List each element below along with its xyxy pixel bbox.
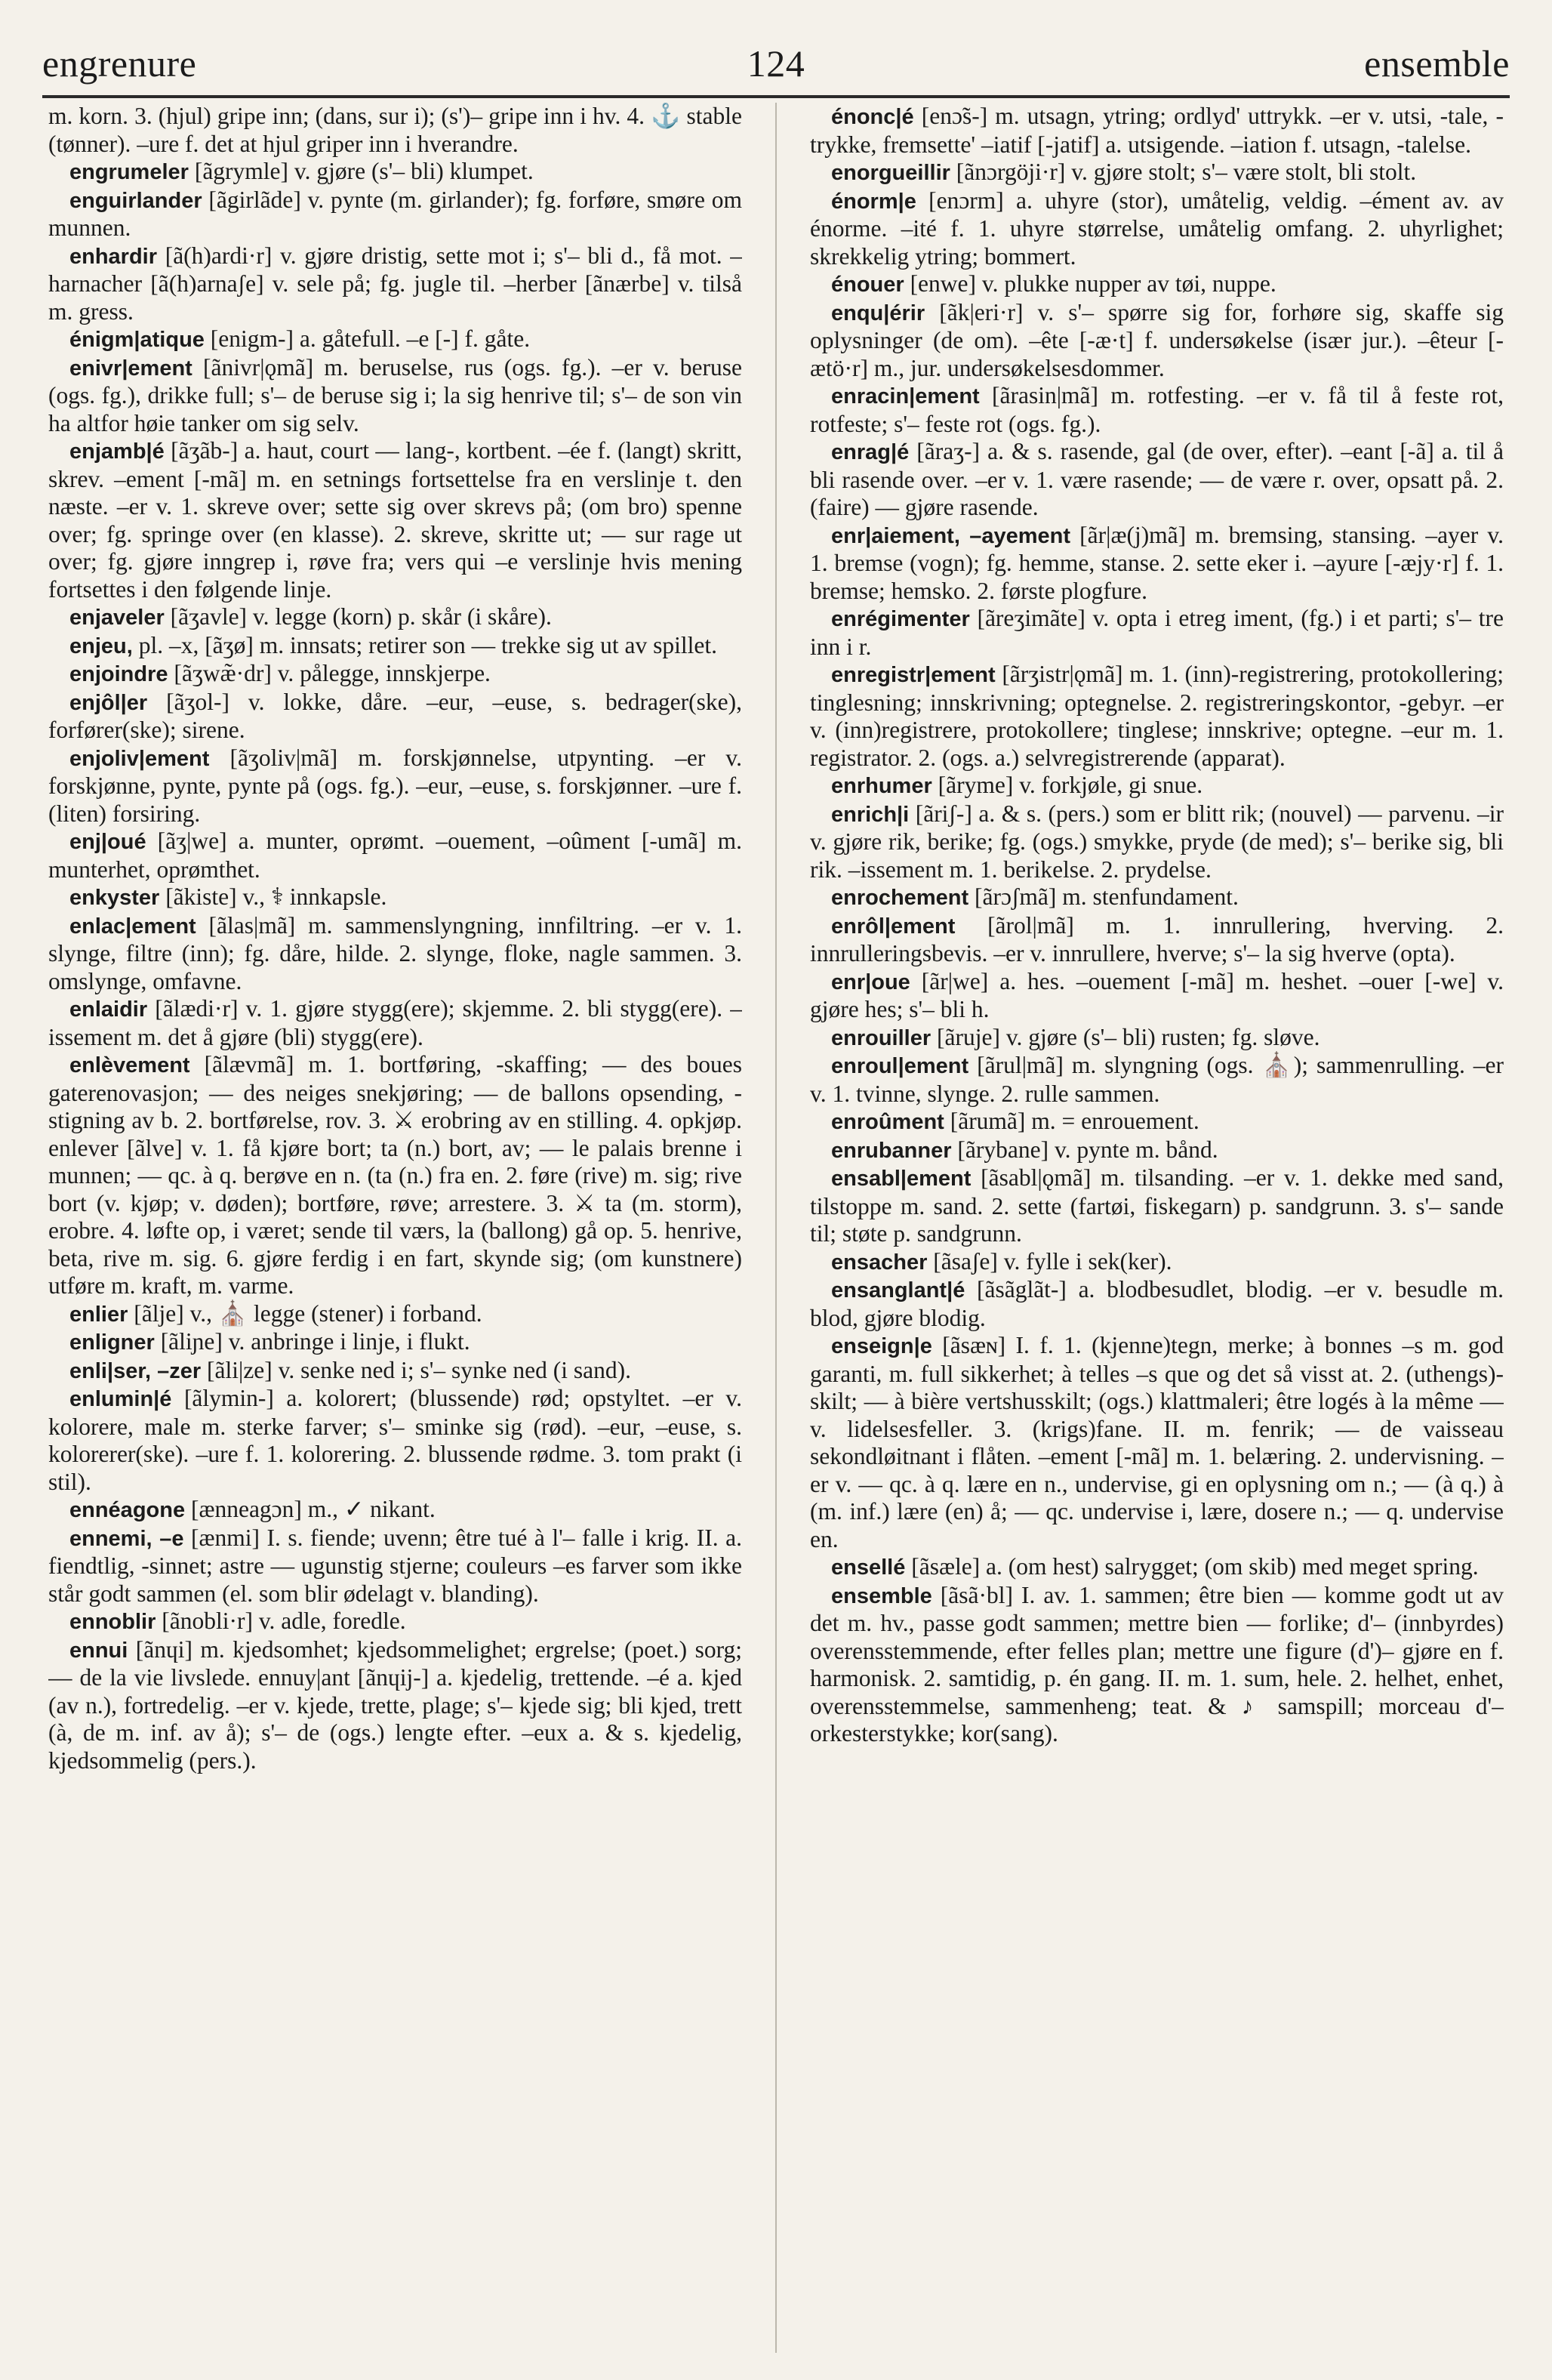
dictionary-entry — [810, 912, 1504, 968]
dictionary-entry — [810, 1052, 1504, 1108]
entry-headword: ennéagone — [69, 1498, 186, 1522]
dictionary-entry — [48, 1357, 742, 1386]
entry-text: [ãgrymle] v. gjøre (s'– bli) klumpet. — [188, 158, 534, 184]
dictionary-entry — [48, 1524, 742, 1608]
dictionary-entry — [810, 103, 1504, 159]
dictionary-entry — [810, 800, 1504, 884]
entry-text: [ãʒ|we] a. munter, oprømt. –ouement, –oûment [-umã] m. munterhet, oprømthet. — [48, 828, 742, 883]
entry-headword: enroûment — [831, 1110, 944, 1134]
entry-headword: enrhumer — [831, 774, 932, 798]
entry-headword: enjamb|é — [69, 439, 165, 464]
entry-headword: enlac|ement — [69, 914, 196, 939]
entry-headword: ennoblir — [69, 1610, 156, 1634]
entry-headword: enjôl|er — [69, 690, 148, 715]
dictionary-entry — [48, 1300, 742, 1329]
entry-text: [ãraʒ-] a. & s. rasende, gal (de over, efter). –eant [-ã] a. til å bli rasende over. –er v. 1. være rasende; — de være r. over, opsatt på. 2. (faire) — gjøre rasende. — [810, 438, 1504, 520]
dictionary-entry — [48, 912, 742, 996]
entry-text: [ãruje] v. gjøre (s'– bli) rusten; fg. sløve. — [931, 1023, 1320, 1050]
entry-headword: enorgueillir — [831, 161, 950, 185]
dictionary-entry — [810, 1024, 1504, 1053]
entry-headword: enregistr|ement — [831, 663, 996, 687]
dictionary-entry — [48, 1608, 742, 1636]
entry-headword: enjeu, — [69, 634, 133, 658]
dictionary-entry — [48, 828, 742, 883]
entry-headword: enlumin|é — [69, 1387, 172, 1411]
entry-text: [ãrul|mã] m. slyngning (ogs. ⛪); sammenrulling. –er v. 1. tvinne, slynge. 2. rulle sammen. — [810, 1052, 1504, 1107]
entry-headword: énigm|atique — [69, 328, 205, 352]
dictionary-entry — [810, 270, 1504, 299]
dictionary-entry — [48, 1496, 742, 1524]
dictionary-entry — [810, 382, 1504, 438]
entry-text: [enwe] v. plukke nupper av tøi, nuppe. — [904, 270, 1276, 297]
dictionary-entry — [810, 438, 1504, 522]
left-running-head: engrenure — [42, 42, 197, 85]
dictionary-entry — [810, 187, 1504, 271]
entry-headword: enrochement — [831, 886, 969, 910]
dictionary-entry — [810, 159, 1504, 187]
entry-headword: enrouiller — [831, 1025, 932, 1050]
dictionary-entry — [810, 661, 1504, 772]
entry-headword: ensemble — [831, 1583, 932, 1608]
entry-text: [ãlas|mã] m. sammenslyngning, innfiltring. –er v. 1. slynge, filtre (inn); fg. dåre, hilde. 2. slynge, floke, nagle sammen. 3. omslynge, omfavne. — [48, 911, 742, 994]
entry-headword: ensanglant|é — [831, 1278, 965, 1303]
entry-text: [ãrol|mã] m. 1. innrullering, hverving. 2. innrulleringsbevis. –er v. innrullere, hverve; s'– la sig hverve (opta). — [810, 911, 1504, 966]
entry-text: [ãnɔrgöji·r] v. gjøre stolt; s'– være stolt, bli stolt. — [950, 159, 1417, 185]
dictionary-entry — [48, 632, 742, 661]
entry-headword: enrôl|ement — [831, 914, 956, 939]
entry-text: [ænneagɔn] m., ✓ nikant. — [185, 1496, 436, 1522]
entry-headword: enguirlander — [69, 188, 202, 213]
dictionary-entry — [48, 242, 742, 326]
dictionary-entry — [810, 522, 1504, 606]
entry-headword: enjaveler — [69, 606, 165, 630]
entry-text: [ãliɲe] v. anbringe i linje, i flukt. — [154, 1328, 470, 1355]
entry-text: [ãrumã] m. = enrouement. — [944, 1108, 1199, 1134]
entry-text: [enɔrm] a. uhyre (stor), umåtelig, veldig. –ément av. av énorme. –ité f. 1. uhyre størrelse, umåtelig omfang. 2. uhyrlighet; skrekkelig ytring; bommert. — [810, 187, 1504, 270]
entry-headword: enli|ser, –zer — [69, 1358, 202, 1383]
dictionary-entry — [48, 187, 742, 242]
entry-text: [ã(h)ardi·r] v. gjøre dristig, sette mot i; s'– bli d., få mot. –harnacher [ã(h)arnaʃe] v. sele på; fg. jugle til. –herber [ãnærbe] v. tilså m. gress. — [48, 242, 742, 325]
dictionary-entry — [48, 437, 742, 603]
entry-text: pl. –x, [ãʒø] m. innsats; retirer son — trekke sig ut av spillet. — [132, 631, 718, 658]
entry-text: [ãreʒimãte] v. opta i etreg iment, (fg.) i et parti; s'– tre inn i r. — [810, 605, 1504, 660]
dictionary-entry — [810, 1332, 1504, 1553]
entry-text: [ãʒãb-] a. haut, court — lang-, kortbent. –ée f. (langt) skritt, skrev. –ement [-mã] m. en setnings fortsettelse fra en verslinje t. den næste. –er v. 1. skreve over; sette sig over skrevs på; (om bro) spenne over; fg. springe over (en klasse). 2. skreve, skritte ut; — sur rage ut over; fg. gjøre inngrep i, røve fra; vers qui –e verslinje hvis mening fortsettes i den følgende linje. — [48, 437, 742, 603]
dictionary-entry — [810, 968, 1504, 1024]
dictionary-entry — [810, 605, 1504, 661]
right-running-head: ensemble — [1364, 42, 1510, 85]
dictionary-entry — [810, 299, 1504, 383]
entry-headword: enjoindre — [69, 662, 168, 686]
entry-headword: énonc|é — [831, 105, 914, 129]
entry-text: [ãʒavle] v. legge (korn) p. skår (i skåre). — [164, 603, 552, 630]
entry-text: [ãsæɴ] I. f. 1. (kjenne)tegn, merke; à bonnes –s m. god garanti, m. full sikkerhet; à telles –s que og det så visst at. 2. (uthengs)-skilt; — à bière vertshusskilt; (ogs.) klattmaleri; être logés à la même — v. lidelsesfeller. 3. (krigs)fane. II. m. fenrik; — de vaisseau sekondløitnant i flåten. –ement [-mã] m. 1. belæring. 2. undervisning. –er v. — qc. à q. lære en n., undervise, gi en oplysning om n.; — (à q.) à (m. inf.) lære (en) å; — qc. undervise i, lære, dosere n.; — q. undervise en. — [810, 1332, 1504, 1552]
entry-text: [ãʒwæ̃·dr] v. pålegge, innskjerpe. — [168, 660, 491, 686]
entry-headword: enrag|é — [831, 440, 910, 464]
entry-text: [ãsabl|ǫmã] m. tilsanding. –er v. 1. dekke med sand, tilstoppe m. sand. 2. sette (fartøi, fiskegarn) p. sandgrunn. 3. s'– sande til; støte p. sandgrunn. — [810, 1164, 1504, 1247]
entry-headword: enroul|ement — [831, 1054, 969, 1078]
entry-headword: enligner — [69, 1330, 155, 1355]
entry-headword: énouer — [831, 273, 904, 297]
entry-text: [ãʒol-] v. lokke, dåre. –eur, –euse, s. bedrager(ske), forfører(ske); sirene. — [48, 688, 742, 743]
dictionary-entry — [48, 325, 742, 354]
entry-headword: enlèvement — [69, 1053, 190, 1077]
dictionary-entry — [810, 1108, 1504, 1136]
dictionary-entry — [810, 1164, 1504, 1248]
entry-text: [ãkiste] v., ⚕ innkapsle. — [159, 883, 387, 910]
entry-text: [ãlje] v., ⛪ legge (stener) i forband. — [128, 1299, 482, 1327]
page-number: 124 — [747, 42, 805, 85]
dictionary-entry — [48, 1385, 742, 1496]
entry-text: [ãryme] v. forkjøle, gi snue. — [932, 772, 1203, 798]
dictionary-entry — [810, 1553, 1504, 1582]
dictionary-entry — [48, 883, 742, 912]
entry-headword: ensacher — [831, 1250, 928, 1275]
entry-text: [ãr|æ(j)mã] m. bremsing, stansing. –ayer v. 1. bremse (vogn); fg. hemme, stanse. 2. sette eker i. –ayure [-æjy·r] f. 1. bremse; hemsko. 2. første plogfure. — [810, 521, 1504, 604]
entry-text: [ãsæle] a. (om hest) salrygget; (om skib) med meget spring. — [905, 1553, 1479, 1580]
dictionary-entry — [48, 995, 742, 1051]
entry-headword: enlier — [69, 1302, 128, 1327]
entry-headword: énorm|e — [831, 189, 916, 214]
dictionary-entry — [810, 883, 1504, 912]
entry-text: [ãk|eri·r] v. s'– spørre sig for, forhøre sig, skaffe sig oplysninger (de om). –ête [-æ·t] f. undersøkelse (især jur.). –êteur [-ætö·r] m., jur. undersøkelsesdommer. — [810, 298, 1504, 381]
entry-text: [ãsãglãt-] a. blodbesudlet, blodig. –er v. besudle m. blod, gjøre blodig. — [810, 1276, 1504, 1331]
dictionary-entry — [48, 603, 742, 632]
entry-headword: enivr|ement — [69, 356, 192, 381]
entry-text: m. korn. 3. (hjul) gripe inn; (dans, sur i); (s')– gripe inn i hv. 4. ⚓ stable (tønner). –ure f. det at hjul griper inn i hverandre. — [48, 103, 742, 157]
entry-text: [enɔ̃s-] m. utsagn, ytring; ordlyd' uttrykk. –er v. utsi, -tale, -trykke, fremsette' –iatif [-jatif] a. utsigende. –iation f. utsagn, -talelse. — [810, 103, 1504, 158]
entry-headword: engrumeler — [69, 160, 189, 184]
entry-text: [ãnobli·r] v. adle, foredle. — [156, 1608, 406, 1634]
entry-text: [ãlædi·r] v. 1. gjøre stygg(ere); skjemme. 2. bli stygg(ere). –issement m. det å gjøre (bli) stygg(ere). — [48, 995, 742, 1050]
dictionary-entry — [810, 1276, 1504, 1332]
header-rule — [42, 95, 1510, 98]
entry-headword: ensellé — [831, 1555, 906, 1580]
dictionary-entry — [48, 689, 742, 745]
entry-text: [ãgirlãde] v. pynte (m. girlander); fg. forføre, smøre om munnen. — [48, 186, 742, 241]
dictionary-entry — [48, 354, 742, 438]
entry-text: [ãsã·bl] I. av. 1. sammen; être bien — komme godt ut av det m. hv., passe godt sammen; mettre bien — forlike; d'– (innbyrdes) overensstemmende, efter felles plan; mettre une figure (d')– gjøre en f. harmonisk. 2. samtidig, p. én gang. II. m. 1. sum, hele. 2. helhet, enhet, overensstemmelse, sammenheng; teat. & ♪ samspill; morceau d'– orkesterstykke; kor(sang). — [810, 1581, 1504, 1746]
entry-headword: enracin|ement — [831, 384, 980, 408]
entry-headword: enr|oue — [831, 970, 910, 994]
dictionary-body — [48, 103, 1504, 2353]
entry-headword: enhardir — [69, 244, 158, 269]
entry-headword: enrubanner — [831, 1138, 952, 1163]
entry-headword: ennemi, –e — [69, 1526, 184, 1551]
dictionary-entry — [810, 1136, 1504, 1165]
entry-headword: enqu|érir — [831, 301, 925, 325]
dictionary-entry — [810, 1582, 1504, 1748]
entry-headword: ensabl|ement — [831, 1167, 972, 1191]
entry-text: [ãrɔʃmã] m. stenfundament. — [968, 883, 1239, 910]
entry-headword: enrich|i — [831, 802, 910, 827]
entry-text: [ãli|ze] v. senke ned i; s'– synke ned (i sand). — [201, 1356, 631, 1383]
entry-headword: enj|oué — [69, 830, 146, 854]
entry-text: [ãrasin|mã] m. rotfesting. –er v. få til å feste rot, rotfeste; s'– feste rot (ogs. fg.). — [810, 382, 1504, 437]
left-column — [48, 103, 742, 2353]
entry-headword: enseign|e — [831, 1334, 932, 1358]
entry-headword: ennui — [69, 1638, 128, 1663]
entry-text: [ãriʃ-] a. & s. (pers.) som er blitt rik; (nouvel) — parvenu. –ir v. gjøre rik, berike; fg. (ogs.) smykke, pryde (de med); s'– berike sig, bli rik. –issement m. 1. berikelse. 2. prydelse. — [810, 800, 1504, 883]
entry-text: [ãnivr|ǫmã] m. beruselse, rus (ogs. fg.). –er v. beruse (ogs. fg.), drikke full; s'– de beruse sig i; la sig henrive til; s'– de son vin ha altfor høie tanker om sig selv. — [48, 353, 742, 436]
entry-headword: enlaidir — [69, 997, 148, 1022]
entry-headword: enkyster — [69, 886, 160, 910]
column-divider — [775, 103, 777, 2353]
dictionary-entry — [810, 772, 1504, 800]
entry-text: [ãsaʃe] v. fylle i sek(ker). — [927, 1247, 1172, 1275]
entry-text: [ænmi] I. s. fiende; uvenn; être tué à l'– falle i krig. II. a. fiendtlig, -sinnet; astre — ugunstig stjerne; couleurs –es farver som ikke står godt sammen (el. som blir ødelagt v. blanding). — [48, 1524, 742, 1607]
right-column — [810, 103, 1504, 2353]
dictionary-entry — [48, 660, 742, 689]
entry-text: [ãlævmã] m. 1. bortføring, -skaffing; — des boues gaterenovasjon; — des neiges snekjøring; — de ballons opsending, -stigning av b. 2. bortførelse, rov. 3. ⚔ erobring av en stilling. 4. opkjøp. enlever [ãlve] v. 1. få kjøre bort; ta (n.) bort, av; — le palais brenne i munnen; — qc. à q. berøve en n. (ta (n.) fra en. 2. føre (rive) m. sig; rive bort (v. kjøp; v. døden); bortføre, røve; arrestere. 3. ⚔ ta (m. storm), erobre. 4. løfte op, i været; sende til værs, la (ballong) gå op. 5. henrive, beta, rive m. sig. 6. gjøre ferdig i en fart, skynde sig; (om kunstnere) utføre m. kraft, m. varme. — [48, 1051, 742, 1299]
entry-text: [ãrybane] v. pynte m. bånd. — [951, 1136, 1218, 1163]
entry-text: [ãrʒistr|ǫmã] m. 1. (inn)-registrering, protokollering; tinglesning; innskrivning; optegnelse. 2. registreringskontor, -gebyr. –er v. (inn)registrere, protokollere; tinglese; innskrive; optegne. –eur m. 1. registrator. 2. (ogs. a.) selvregistrerende (apparat). — [810, 661, 1504, 771]
entry-text: [ãnɥi] m. kjedsomhet; kjedsommelighet; ergrelse; (poet.) sorg; — de la vie livslede. ennuy|ant [ãnɥij-] a. kjedelig, trettende. –é a. kjed (av n.), fortredelig. –er v. kjede, trette, plage; s'– kjede sig; bli kjed, trett (à, de m. inf. av å); s'– de (ogs.) lengte efter. –eux a. & s. kjedelig, kjedsommelig (pers.). — [48, 1635, 742, 1774]
entry-headword: enrégimenter — [831, 607, 970, 631]
entry-text: [ãʒoliv|mã] m. forskjønnelse, utpynting. –er v. forskjønne, pynte, pynte på (ogs. fg.). –eur, –euse, s. forskjønner. –ure f. (liten) forsiring. — [48, 744, 742, 827]
entry-text: [ãr|we] a. hes. –ouement [-mã] m. heshet. –ouer [-we] v. gjøre hes; s'– bli h. — [810, 967, 1504, 1022]
dictionary-entry — [48, 745, 742, 828]
dictionary-entry — [48, 1328, 742, 1357]
page-header — [42, 33, 1510, 94]
dictionary-entry — [48, 103, 742, 158]
dictionary-entry — [810, 1248, 1504, 1277]
entry-text: [ãlymin-] a. kolorert; (blussende) rød; opstyltet. –er v. kolorere, male m. sterke farver; s'– sminke sig (rød). –eur, –euse, s. kolorerer(ske). –ure f. 1. kolorering. 2. blussende rødme. 3. tom prakt (i stil). — [48, 1385, 742, 1495]
entry-headword: enr|aiement, –ayement — [831, 523, 1071, 548]
dictionary-entry — [48, 1051, 742, 1300]
entry-text: [enigm-] a. gåtefull. –e [-] f. gåte. — [204, 325, 531, 352]
dictionary-entry — [48, 158, 742, 187]
entry-headword: enjoliv|ement — [69, 746, 210, 771]
dictionary-entry — [48, 1636, 742, 1775]
